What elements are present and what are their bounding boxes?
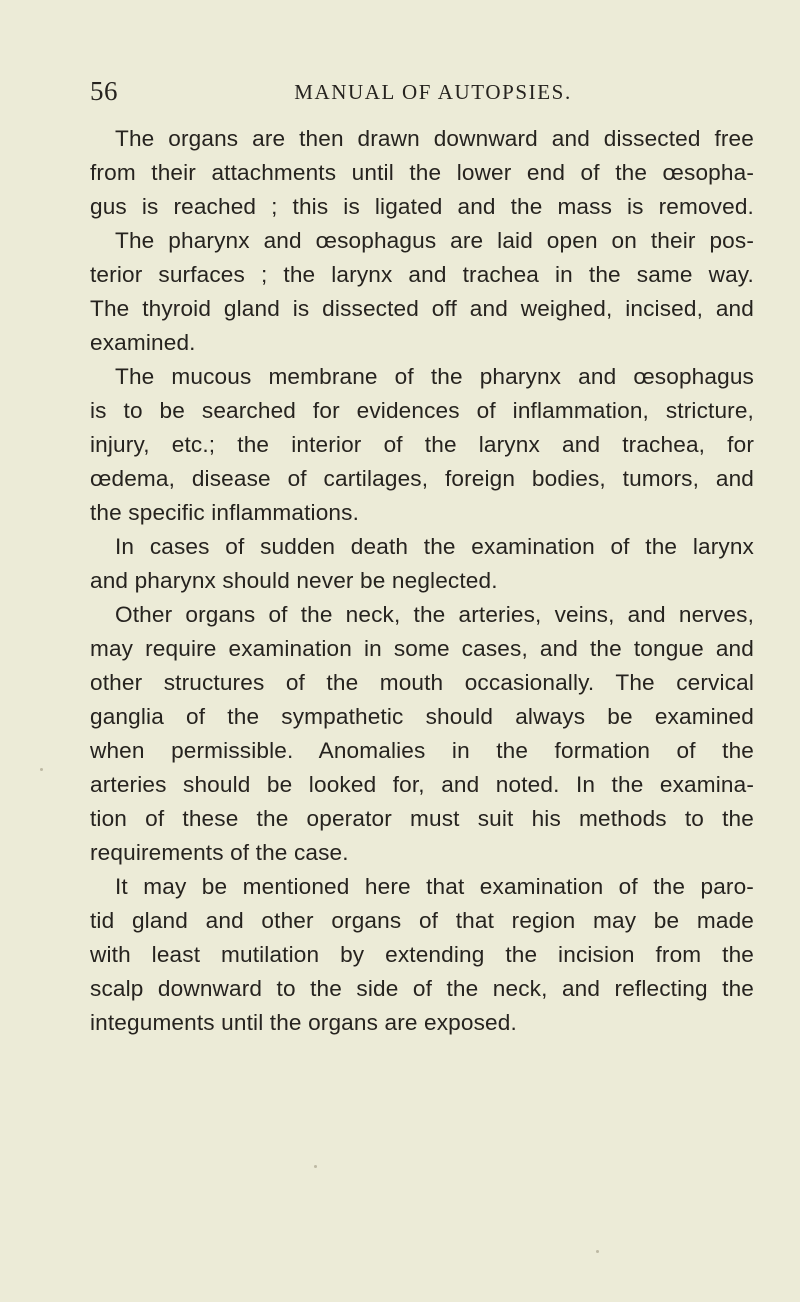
text-line: integuments until the organs are exposed. — [90, 1010, 517, 1035]
text-line: is to be searched for evidences of inflammation, stricture, — [90, 398, 754, 423]
text-line: Other organs of the neck, the arteries, veins, and nerves, — [115, 602, 754, 627]
page-header — [90, 74, 754, 108]
running-head: MANUAL OF AUTOPSIES. — [294, 80, 572, 104]
text-line: with least mutilation by extending the incision from the — [90, 942, 754, 967]
text-line: The thyroid gland is dissected off and weighed, incised, and — [90, 296, 754, 321]
text-line: In cases of sudden death the examination of the larynx — [115, 534, 754, 559]
text-line: when permissible. Anomalies in the formation of the — [90, 738, 754, 763]
text-line: examined. — [90, 330, 196, 355]
text-line: and pharynx should never be neglected. — [90, 568, 498, 593]
text-line: requirements of the case. — [90, 840, 349, 865]
paper-speck — [596, 1250, 599, 1253]
text-line: tion of these the operator must suit his methods to the — [90, 806, 754, 831]
text-line: The organs are then drawn downward and dissected free — [115, 126, 754, 151]
text-line: arteries should be looked for, and noted. In the examina- — [90, 772, 754, 797]
paper-speck — [314, 1165, 317, 1168]
text-line: the specific inflammations. — [90, 500, 360, 525]
text-line: may require examination in some cases, and the tongue and — [90, 636, 754, 661]
text-line: other structures of the mouth occasionally. The cervical — [90, 670, 754, 695]
text-line: terior surfaces ; the larynx and trachea in the same way. — [90, 262, 754, 287]
text-line: It may be mentioned here that examination of the paro- — [115, 874, 754, 899]
body-text — [90, 122, 754, 1040]
text-line: The pharynx and œsophagus are laid open on their pos- — [115, 228, 754, 253]
page-number: 56 — [90, 76, 118, 106]
text-line: scalp downward to the side of the neck, and reflecting the — [90, 976, 754, 1001]
text-line: ganglia of the sympathetic should always be examined — [90, 704, 754, 729]
paper-speck — [40, 768, 43, 771]
text-line: from their attachments until the lower end of the œsopha- — [90, 160, 754, 185]
text-line: œdema, disease of cartilages, foreign bodies, tumors, and — [90, 466, 754, 491]
text-line: gus is reached ; this is ligated and the mass is removed. — [90, 194, 754, 219]
text-line: injury, etc.; the interior of the larynx and trachea, for — [90, 432, 754, 457]
text-line: tid gland and other organs of that region may be made — [90, 908, 754, 933]
text-line: The mucous membrane of the pharynx and œsophagus — [115, 364, 754, 389]
